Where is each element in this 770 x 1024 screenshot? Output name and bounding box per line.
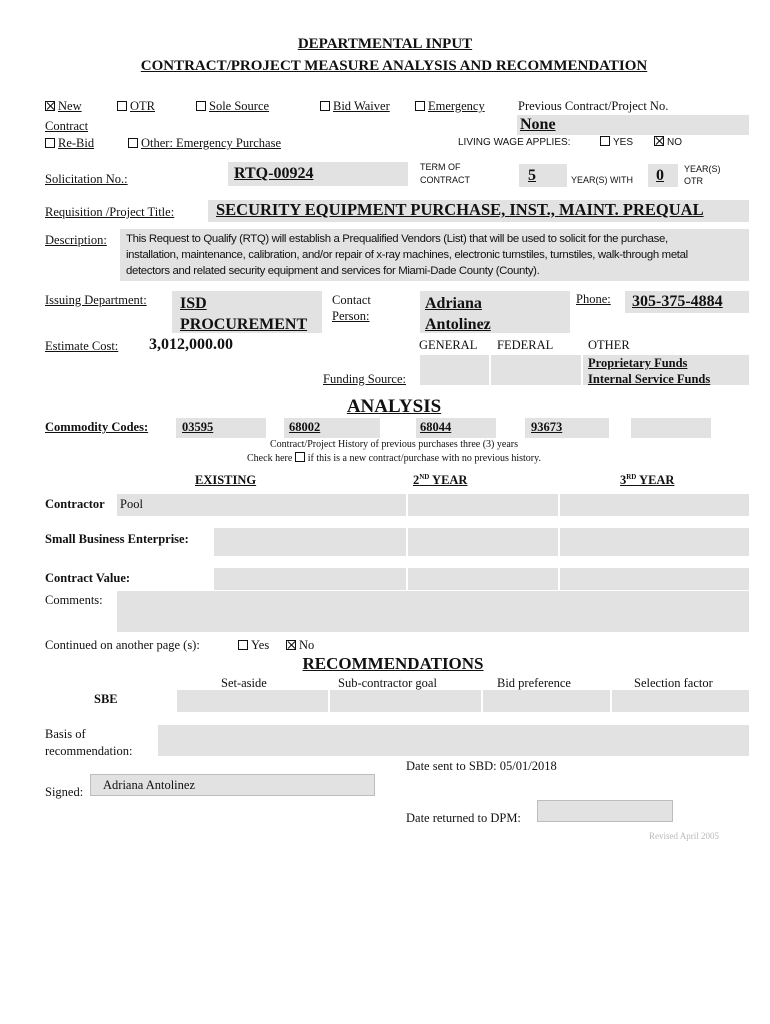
living-wage-label: LIVING WAGE APPLIES: (458, 137, 571, 148)
continued-label: Continued on another page (s): (45, 638, 200, 652)
contract-value-second-year-field[interactable] (408, 568, 558, 590)
third-year-col-header: 3RD YEAR (620, 473, 675, 488)
emergency-checkbox[interactable]: Emergency (415, 99, 485, 114)
contractor-label: Contractor (45, 497, 105, 511)
signed-value: Adriana Antolinez (103, 778, 195, 792)
otr-years-value: 0 (656, 167, 664, 184)
requisition-value: SECURITY EQUIPMENT PURCHASE, INST., MAINT. PREQUAL (216, 200, 704, 219)
sbe-label: Small Business Enterprise: (45, 532, 189, 546)
previous-contract-label: Previous Contract/Project No. (518, 99, 669, 113)
checked-box-icon (286, 640, 296, 650)
funding-federal-field[interactable] (491, 355, 581, 385)
empty-box-icon (415, 101, 425, 111)
empty-box-icon (320, 101, 330, 111)
empty-box-icon (117, 101, 127, 111)
rebid-checkbox[interactable]: Re-Bid (45, 136, 94, 151)
solicitation-value: RTQ-00924 (234, 165, 314, 182)
other-checkbox[interactable]: Other: Emergency Purchase (128, 136, 281, 151)
continued-yes-checkbox[interactable]: Yes (238, 638, 269, 653)
term-label-2: CONTRACT (420, 175, 470, 185)
living-wage-no-checkbox[interactable]: NO (654, 136, 682, 148)
sole-source-checkbox[interactable]: Sole Source (196, 99, 269, 114)
issuing-department-label: Issuing Department: (45, 293, 147, 307)
commodity-code-4: 93673 (531, 420, 563, 434)
contract-value-label: Contract Value: (45, 571, 131, 585)
empty-box-icon (196, 101, 206, 111)
otr-checkbox[interactable]: OTR (117, 99, 155, 114)
requisition-label: Requisition /Project Title: (45, 205, 175, 219)
new-contract-check: Check here if this is a new contract/purchase with no previous history. (247, 453, 541, 464)
contract-value-existing-field[interactable] (214, 568, 406, 590)
empty-box-icon (238, 640, 248, 650)
history-note: Contract/Project History of previous purchases three (3) years (270, 439, 518, 450)
term-label-1: TERM OF (420, 162, 461, 172)
description-label: Description: (45, 233, 107, 247)
contract-value-third-year-field[interactable] (560, 568, 749, 590)
bid-preference-header: Bid preference (497, 676, 571, 690)
date-sent-label: Date sent to SBD: 05/01/2018 (406, 759, 557, 773)
year-otr-label-2: OTR (684, 176, 703, 186)
revision-note: Revised April 2005 (649, 831, 719, 841)
living-wage-yes-checkbox[interactable]: YES (600, 136, 633, 148)
selection-factor-field[interactable] (612, 690, 749, 712)
empty-box-icon (600, 136, 610, 146)
issuing-department-value: ISD PROCUREMENT (180, 295, 308, 333)
year-otr-label-1: YEAR(S) (684, 164, 721, 174)
contractor-existing-value: Pool (120, 497, 143, 511)
form-title: DEPARTMENTAL INPUT (297, 36, 473, 52)
commodity-code-2: 68002 (289, 420, 321, 434)
phone-label: Phone: (576, 292, 611, 306)
contractor-second-year-field[interactable] (408, 494, 558, 516)
contractor-existing-field[interactable] (117, 494, 406, 516)
funding-general-label: GENERAL (419, 338, 478, 352)
previous-contract-value: None (520, 116, 556, 133)
commodity-code-1: 03595 (182, 420, 214, 434)
existing-col-header: EXISTING (195, 473, 257, 487)
recommendations-heading: RECOMMENDATIONS (302, 654, 484, 673)
years-with-label: YEAR(S) WITH (571, 175, 633, 185)
contact-person-label: Contact Person: (332, 293, 371, 323)
commodity-codes-label: Commodity Codes: (45, 420, 149, 434)
sub-contractor-goal-header: Sub-contractor goal (338, 676, 437, 690)
bid-waiver-checkbox[interactable]: Bid Waiver (320, 99, 390, 114)
second-year-col-header: 2ND YEAR (413, 473, 468, 488)
contractor-third-year-field[interactable] (560, 494, 749, 516)
commodity-code-3: 68044 (420, 420, 452, 434)
bid-preference-field[interactable] (483, 690, 610, 712)
empty-box-icon (128, 138, 138, 148)
contact-person-value: Adriana Antolinez (425, 295, 491, 333)
date-returned-field[interactable] (537, 800, 673, 822)
basis-field[interactable] (158, 725, 749, 756)
form-subtitle: CONTRACT/PROJECT MEASURE ANALYSIS AND RECOMMENDATION (140, 58, 648, 74)
sbe-second-year-field[interactable] (408, 528, 558, 556)
new-checkbox[interactable]: New (45, 99, 82, 114)
funding-federal-label: FEDERAL (497, 338, 554, 352)
estimate-cost-label: Estimate Cost: (45, 339, 119, 353)
new-contract-label: Contract (45, 119, 89, 133)
funding-other-value: Proprietary Funds Internal Service Funds (588, 356, 711, 386)
set-aside-field[interactable] (177, 690, 328, 712)
continued-no-checkbox[interactable]: No (286, 638, 314, 653)
comments-label: Comments: (45, 593, 103, 607)
solicitation-label: Solicitation No.: (45, 172, 128, 186)
funding-general-field[interactable] (420, 355, 489, 385)
analysis-heading: ANALYSIS (346, 396, 442, 417)
empty-box-icon[interactable] (295, 452, 305, 462)
sbe-third-year-field[interactable] (560, 528, 749, 556)
basis-label: Basis of recommendation: (45, 727, 133, 758)
description-text: This Request to Qualify (RTQ) will establish a Prequalified Vendors (List) that will be used to solicit for the purchase, installation, maintenance, calibration, and/or repair of x-ray machines, electronic turnstiles, turnstiles, walk-through metal detectors and related security equipment and services for Miami-Dade County (County). (126, 233, 688, 277)
comments-field[interactable] (117, 591, 749, 632)
empty-box-icon (45, 138, 55, 148)
signed-label: Signed: (45, 785, 84, 799)
term-years-field[interactable] (519, 164, 567, 187)
checked-box-icon (45, 101, 55, 111)
checked-box-icon (654, 136, 664, 146)
commodity-code-5-field[interactable] (631, 418, 711, 438)
funding-source-label: Funding Source: (323, 372, 406, 386)
selection-factor-header: Selection factor (634, 676, 713, 690)
sbe-row-label: SBE (94, 692, 118, 706)
funding-other-label: OTHER (588, 338, 630, 352)
phone-value: 305-375-4884 (632, 293, 723, 310)
set-aside-header: Set-aside (221, 676, 267, 690)
term-years-value: 5 (528, 167, 536, 184)
estimate-cost-value: 3,012,000.00 (149, 336, 233, 353)
date-returned-label: Date returned to DPM: (406, 811, 521, 825)
sub-contractor-goal-field[interactable] (330, 690, 481, 712)
sbe-existing-field[interactable] (214, 528, 406, 556)
